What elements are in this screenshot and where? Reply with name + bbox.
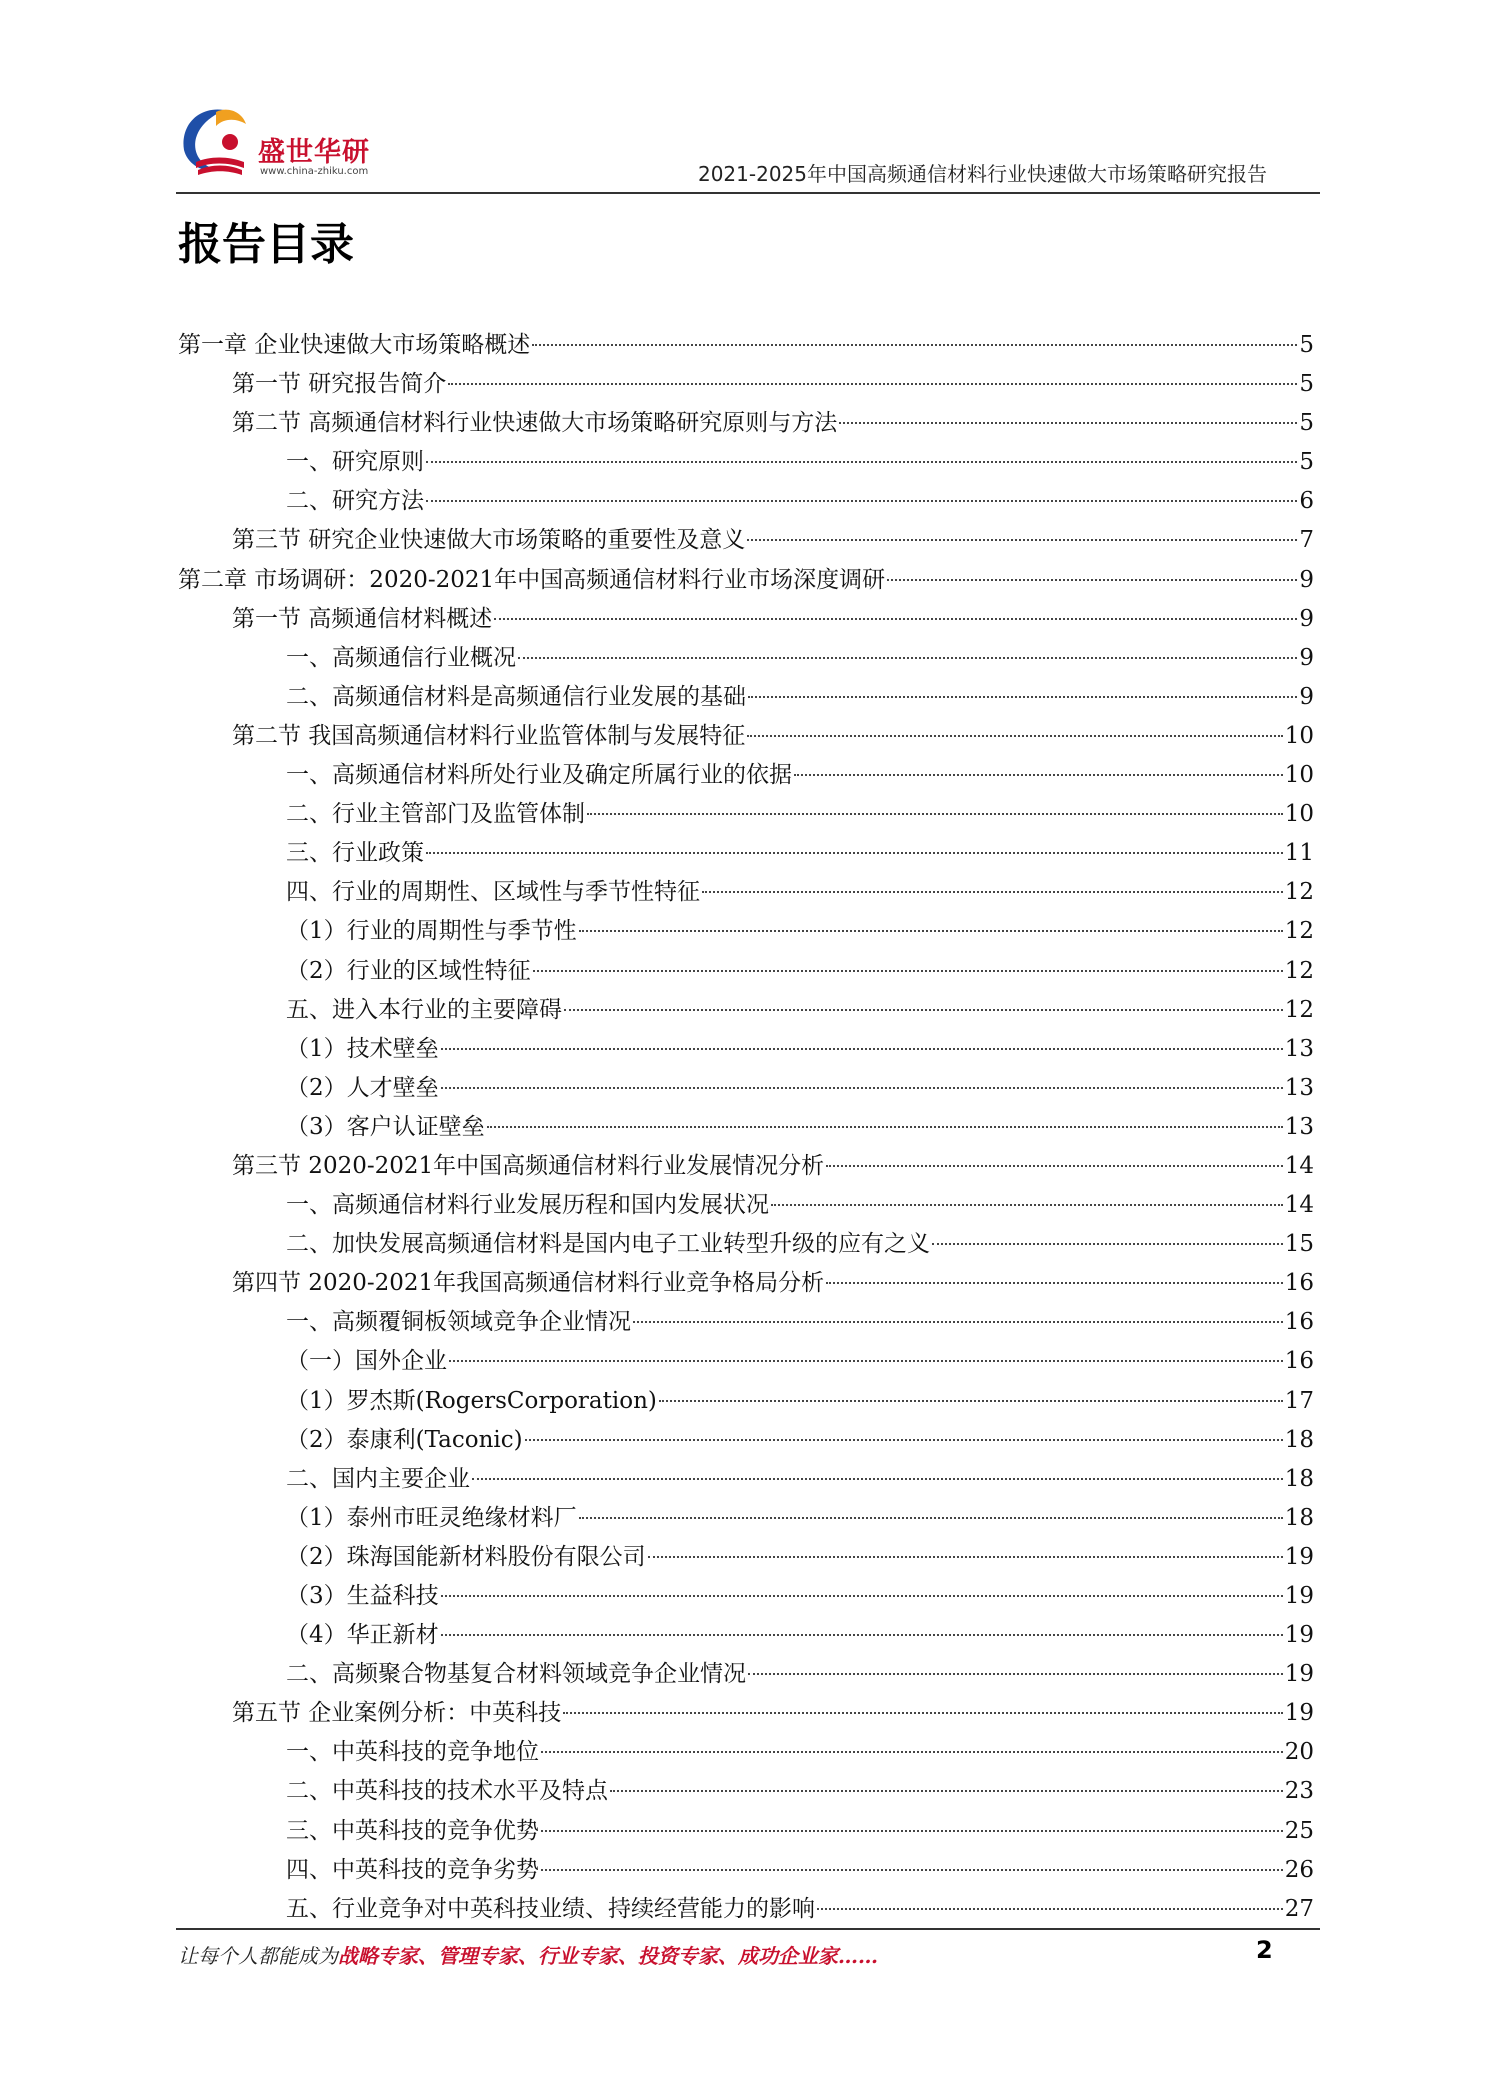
toc-dot-leader bbox=[472, 1478, 1283, 1480]
toc-dot-leader bbox=[541, 1869, 1283, 1871]
footer-slogan-highlight: 战略专家、管理专家、行业专家、投资专家、成功企业家…… bbox=[338, 1944, 878, 1968]
footer-slogan bbox=[178, 1940, 878, 1969]
toc-entry-label: 二、高频通信材料是高频通信行业发展的基础 bbox=[286, 683, 746, 710]
toc-entry-page: 20 bbox=[1284, 1739, 1314, 1766]
toc-entry-label: 第一章 企业快速做大市场策略概述 bbox=[178, 332, 531, 358]
toc-entry-label: （2）人才壁垒 bbox=[286, 1074, 439, 1101]
toc-entry-page: 9 bbox=[1299, 605, 1314, 632]
toc-entry-page: 9 bbox=[1299, 566, 1314, 593]
toc-entry-label: 第五节 企业案例分析：中英科技 bbox=[232, 1700, 562, 1727]
toc-entry-page: 9 bbox=[1299, 683, 1314, 710]
toc-entry-page: 10 bbox=[1284, 762, 1314, 789]
toc-entry-page: 11 bbox=[1284, 840, 1314, 867]
toc-entry-label: 一、研究原则 bbox=[286, 449, 424, 476]
toc-dot-leader bbox=[648, 1556, 1283, 1558]
toc-entry-page: 18 bbox=[1284, 1504, 1314, 1531]
footer-divider bbox=[176, 1928, 1320, 1930]
toc-entry-page: 5 bbox=[1299, 410, 1314, 437]
toc-entry[interactable] bbox=[178, 952, 1314, 991]
toc-entry-label: 第二节 我国高频通信材料行业监管体制与发展特征 bbox=[232, 722, 746, 749]
toc-entry-page: 15 bbox=[1284, 1231, 1314, 1258]
toc-entry[interactable] bbox=[178, 991, 1314, 1030]
toc-entry-label: 一、高频通信材料行业发展历程和国内发展状况 bbox=[286, 1192, 769, 1219]
toc-entry-page: 19 bbox=[1284, 1583, 1314, 1609]
toc-entry-label: （一）国外企业 bbox=[286, 1348, 447, 1375]
toc-entry[interactable] bbox=[178, 756, 1314, 795]
toc-entry-label: 二、研究方法 bbox=[286, 488, 424, 515]
toc-entry[interactable] bbox=[178, 1655, 1314, 1694]
toc-dot-leader bbox=[587, 813, 1283, 815]
toc-entry-page: 5 bbox=[1299, 371, 1314, 398]
toc-entry-label: （1）技术壁垒 bbox=[286, 1035, 439, 1062]
toc-entry-label: （4）华正新材 bbox=[286, 1622, 439, 1649]
toc-entry-page: 10 bbox=[1284, 801, 1314, 828]
toc-dot-leader bbox=[564, 1009, 1283, 1011]
toc-entry-page: 25 bbox=[1284, 1817, 1314, 1844]
toc-entry[interactable] bbox=[178, 1616, 1314, 1655]
toc-entry-label: 第一节 高频通信材料概述 bbox=[232, 605, 493, 632]
toc-entry[interactable] bbox=[178, 365, 1314, 404]
toc-entry-label: 第一节 研究报告简介 bbox=[232, 371, 447, 398]
toc-dot-leader bbox=[563, 1712, 1282, 1714]
report-header-title: 2021-2025年中国高频通信材料行业快速做大市场策略研究报告 bbox=[697, 162, 1267, 186]
toc-entry-label: 第三节 研究企业快速做大市场策略的重要性及意义 bbox=[232, 527, 746, 554]
toc-entry[interactable] bbox=[178, 1069, 1314, 1108]
toc-entry-label: 三、中英科技的竞争优势 bbox=[286, 1817, 539, 1844]
toc-entry[interactable] bbox=[178, 873, 1314, 912]
toc-dot-leader bbox=[579, 930, 1283, 932]
toc-entry-page: 12 bbox=[1284, 996, 1314, 1023]
toc-entry[interactable] bbox=[178, 1694, 1314, 1733]
toc-entry-label: 五、进入本行业的主要障碍 bbox=[286, 996, 562, 1023]
toc-dot-leader bbox=[487, 1126, 1283, 1128]
toc-dot-leader bbox=[826, 1282, 1283, 1284]
toc-dot-leader bbox=[747, 735, 1282, 737]
toc-entry-page: 19 bbox=[1284, 1661, 1314, 1688]
toc-dot-leader bbox=[748, 696, 1297, 698]
toc-entry-page: 13 bbox=[1284, 1035, 1314, 1062]
toc-entry[interactable] bbox=[178, 1812, 1314, 1851]
toc-entry[interactable] bbox=[178, 561, 1314, 600]
toc-entry-page: 17 bbox=[1284, 1387, 1314, 1414]
page-title: 报告目录 bbox=[178, 219, 354, 270]
toc-entry-label: 四、行业的周期性、区域性与季节性特征 bbox=[286, 879, 700, 906]
toc-dot-leader bbox=[826, 1165, 1283, 1167]
toc-entry-label: （2）珠海国能新材料股份有限公司 bbox=[286, 1543, 646, 1570]
toc-dot-leader bbox=[839, 422, 1297, 424]
table-of-contents bbox=[178, 326, 1314, 1929]
toc-entry-label: 第二章 市场调研：2020-2021年中国高频通信材料行业市场深度调研 bbox=[178, 566, 886, 593]
toc-dot-leader bbox=[702, 891, 1283, 893]
toc-entry-page: 14 bbox=[1284, 1152, 1314, 1179]
toc-entry-page: 16 bbox=[1284, 1309, 1314, 1336]
toc-dot-leader bbox=[441, 1634, 1283, 1636]
toc-entry[interactable] bbox=[178, 1382, 1314, 1421]
toc-entry-page: 5 bbox=[1299, 449, 1314, 476]
footer-slogan-prefix: 让每个人都能成为 bbox=[178, 1944, 338, 1968]
toc-dot-leader bbox=[448, 383, 1297, 385]
header-divider bbox=[176, 192, 1320, 194]
toc-dot-leader bbox=[532, 344, 1297, 346]
toc-entry[interactable] bbox=[178, 639, 1314, 678]
toc-entry-label: 第三节 2020-2021年中国高频通信材料行业发展情况分析 bbox=[232, 1152, 825, 1179]
toc-entry-label: （3）生益科技 bbox=[286, 1583, 439, 1609]
toc-dot-leader bbox=[518, 657, 1297, 659]
toc-dot-leader bbox=[610, 1790, 1283, 1792]
toc-entry-label: 一、高频通信行业概况 bbox=[286, 644, 516, 671]
toc-entry-label: （1）泰州市旺灵绝缘材料厂 bbox=[286, 1504, 577, 1531]
toc-entry-page: 6 bbox=[1299, 488, 1314, 515]
toc-dot-leader bbox=[441, 1087, 1283, 1089]
toc-entry-page: 23 bbox=[1284, 1778, 1314, 1805]
toc-entry-label: （2）泰康利(Taconic) bbox=[286, 1426, 523, 1453]
toc-entry[interactable] bbox=[178, 1421, 1314, 1460]
toc-entry[interactable] bbox=[178, 1225, 1314, 1264]
toc-entry[interactable] bbox=[178, 795, 1314, 834]
toc-entry-label: 三、行业政策 bbox=[286, 840, 424, 867]
toc-dot-leader bbox=[426, 852, 1283, 854]
toc-entry[interactable] bbox=[178, 1538, 1314, 1577]
toc-dot-leader bbox=[525, 1439, 1283, 1441]
toc-entry[interactable] bbox=[178, 1577, 1314, 1616]
toc-entry[interactable] bbox=[178, 1303, 1314, 1342]
logo-emblem-icon bbox=[176, 104, 258, 184]
toc-entry-page: 19 bbox=[1284, 1543, 1314, 1570]
toc-entry-page: 16 bbox=[1284, 1348, 1314, 1375]
toc-entry-label: （1）罗杰斯(RogersCorporation) bbox=[286, 1387, 657, 1414]
toc-dot-leader bbox=[426, 461, 1297, 463]
toc-entry-page: 5 bbox=[1299, 332, 1314, 358]
toc-entry-label: （2）行业的区域性特征 bbox=[286, 957, 531, 984]
toc-entry-label: 四、中英科技的竞争劣势 bbox=[286, 1856, 539, 1883]
toc-dot-leader bbox=[426, 500, 1297, 502]
toc-dot-leader bbox=[633, 1321, 1283, 1323]
toc-entry-page: 18 bbox=[1284, 1465, 1314, 1492]
toc-entry[interactable] bbox=[178, 1772, 1314, 1811]
toc-entry-page: 27 bbox=[1284, 1895, 1314, 1922]
toc-entry-label: 二、加快发展高频通信材料是国内电子工业转型升级的应有之义 bbox=[286, 1231, 930, 1258]
toc-entry[interactable] bbox=[178, 1460, 1314, 1499]
toc-entry[interactable] bbox=[178, 1890, 1314, 1929]
toc-entry-label: （1）行业的周期性与季节性 bbox=[286, 918, 577, 945]
toc-entry-page: 14 bbox=[1284, 1192, 1314, 1219]
toc-dot-leader bbox=[541, 1830, 1283, 1832]
toc-entry[interactable] bbox=[178, 1186, 1314, 1225]
toc-entry[interactable] bbox=[178, 1030, 1314, 1069]
toc-entry[interactable] bbox=[178, 326, 1314, 365]
toc-entry-page: 26 bbox=[1284, 1856, 1314, 1883]
toc-entry[interactable] bbox=[178, 1499, 1314, 1538]
toc-entry-page: 16 bbox=[1284, 1270, 1314, 1297]
toc-dot-leader bbox=[494, 618, 1297, 620]
toc-entry[interactable] bbox=[178, 521, 1314, 560]
toc-dot-leader bbox=[794, 774, 1283, 776]
toc-dot-leader bbox=[533, 970, 1283, 972]
toc-entry-page: 12 bbox=[1284, 957, 1314, 984]
toc-entry[interactable] bbox=[178, 1108, 1314, 1147]
brand-name: 盛世华研 bbox=[258, 137, 370, 168]
toc-entry-page: 7 bbox=[1299, 527, 1314, 554]
page-number: 2 bbox=[1256, 1936, 1273, 1964]
toc-dot-leader bbox=[441, 1595, 1283, 1597]
brand-logo bbox=[176, 104, 376, 184]
toc-dot-leader bbox=[887, 579, 1297, 581]
toc-dot-leader bbox=[541, 1751, 1283, 1753]
toc-entry-label: 一、高频覆铜板领域竞争企业情况 bbox=[286, 1309, 631, 1336]
toc-entry[interactable] bbox=[178, 1342, 1314, 1381]
toc-entry-page: 9 bbox=[1299, 644, 1314, 671]
toc-entry-label: 第四节 2020-2021年我国高频通信材料行业竞争格局分析 bbox=[232, 1270, 825, 1297]
toc-entry[interactable] bbox=[178, 717, 1314, 756]
toc-entry[interactable] bbox=[178, 1264, 1314, 1303]
toc-dot-leader bbox=[579, 1517, 1283, 1519]
toc-dot-leader bbox=[771, 1204, 1283, 1206]
toc-dot-leader bbox=[449, 1360, 1283, 1362]
toc-entry-label: 一、高频通信材料所处行业及确定所属行业的依据 bbox=[286, 762, 792, 789]
toc-entry-page: 13 bbox=[1284, 1113, 1314, 1140]
toc-entry-page: 13 bbox=[1284, 1074, 1314, 1101]
toc-entry-page: 12 bbox=[1284, 918, 1314, 945]
toc-entry[interactable] bbox=[178, 1733, 1314, 1772]
toc-dot-leader bbox=[747, 539, 1297, 541]
toc-entry-page: 12 bbox=[1284, 879, 1314, 906]
toc-entry[interactable] bbox=[178, 1851, 1314, 1890]
toc-entry[interactable] bbox=[178, 404, 1314, 443]
toc-entry[interactable] bbox=[178, 1147, 1314, 1186]
toc-entry-label: 第二节 高频通信材料行业快速做大市场策略研究原则与方法 bbox=[232, 410, 838, 437]
toc-entry-label: 二、国内主要企业 bbox=[286, 1465, 470, 1492]
toc-entry-label: 五、行业竞争对中英科技业绩、持续经营能力的影响 bbox=[286, 1895, 815, 1922]
toc-entry[interactable] bbox=[178, 912, 1314, 951]
brand-url: www.china-zhiku.com bbox=[260, 166, 369, 177]
toc-entry-page: 18 bbox=[1284, 1426, 1314, 1453]
toc-dot-leader bbox=[441, 1048, 1283, 1050]
toc-entry-label: 二、中英科技的技术水平及特点 bbox=[286, 1778, 608, 1805]
toc-entry[interactable] bbox=[178, 482, 1314, 521]
toc-entry[interactable] bbox=[178, 678, 1314, 717]
toc-entry-page: 19 bbox=[1284, 1622, 1314, 1649]
toc-entry[interactable] bbox=[178, 443, 1314, 482]
toc-entry-label: 一、中英科技的竞争地位 bbox=[286, 1739, 539, 1766]
toc-dot-leader bbox=[748, 1673, 1283, 1675]
toc-entry[interactable] bbox=[178, 600, 1314, 639]
toc-entry-label: （3）客户认证壁垒 bbox=[286, 1113, 485, 1140]
toc-entry-page: 10 bbox=[1284, 722, 1314, 749]
toc-entry-label: 二、高频聚合物基复合材料领域竞争企业情况 bbox=[286, 1661, 746, 1688]
toc-dot-leader bbox=[817, 1908, 1283, 1910]
toc-entry[interactable] bbox=[178, 834, 1314, 873]
toc-dot-leader bbox=[932, 1243, 1283, 1245]
toc-entry-page: 19 bbox=[1284, 1700, 1314, 1727]
toc-dot-leader bbox=[659, 1400, 1283, 1402]
toc-entry-label: 二、行业主管部门及监管体制 bbox=[286, 801, 585, 828]
